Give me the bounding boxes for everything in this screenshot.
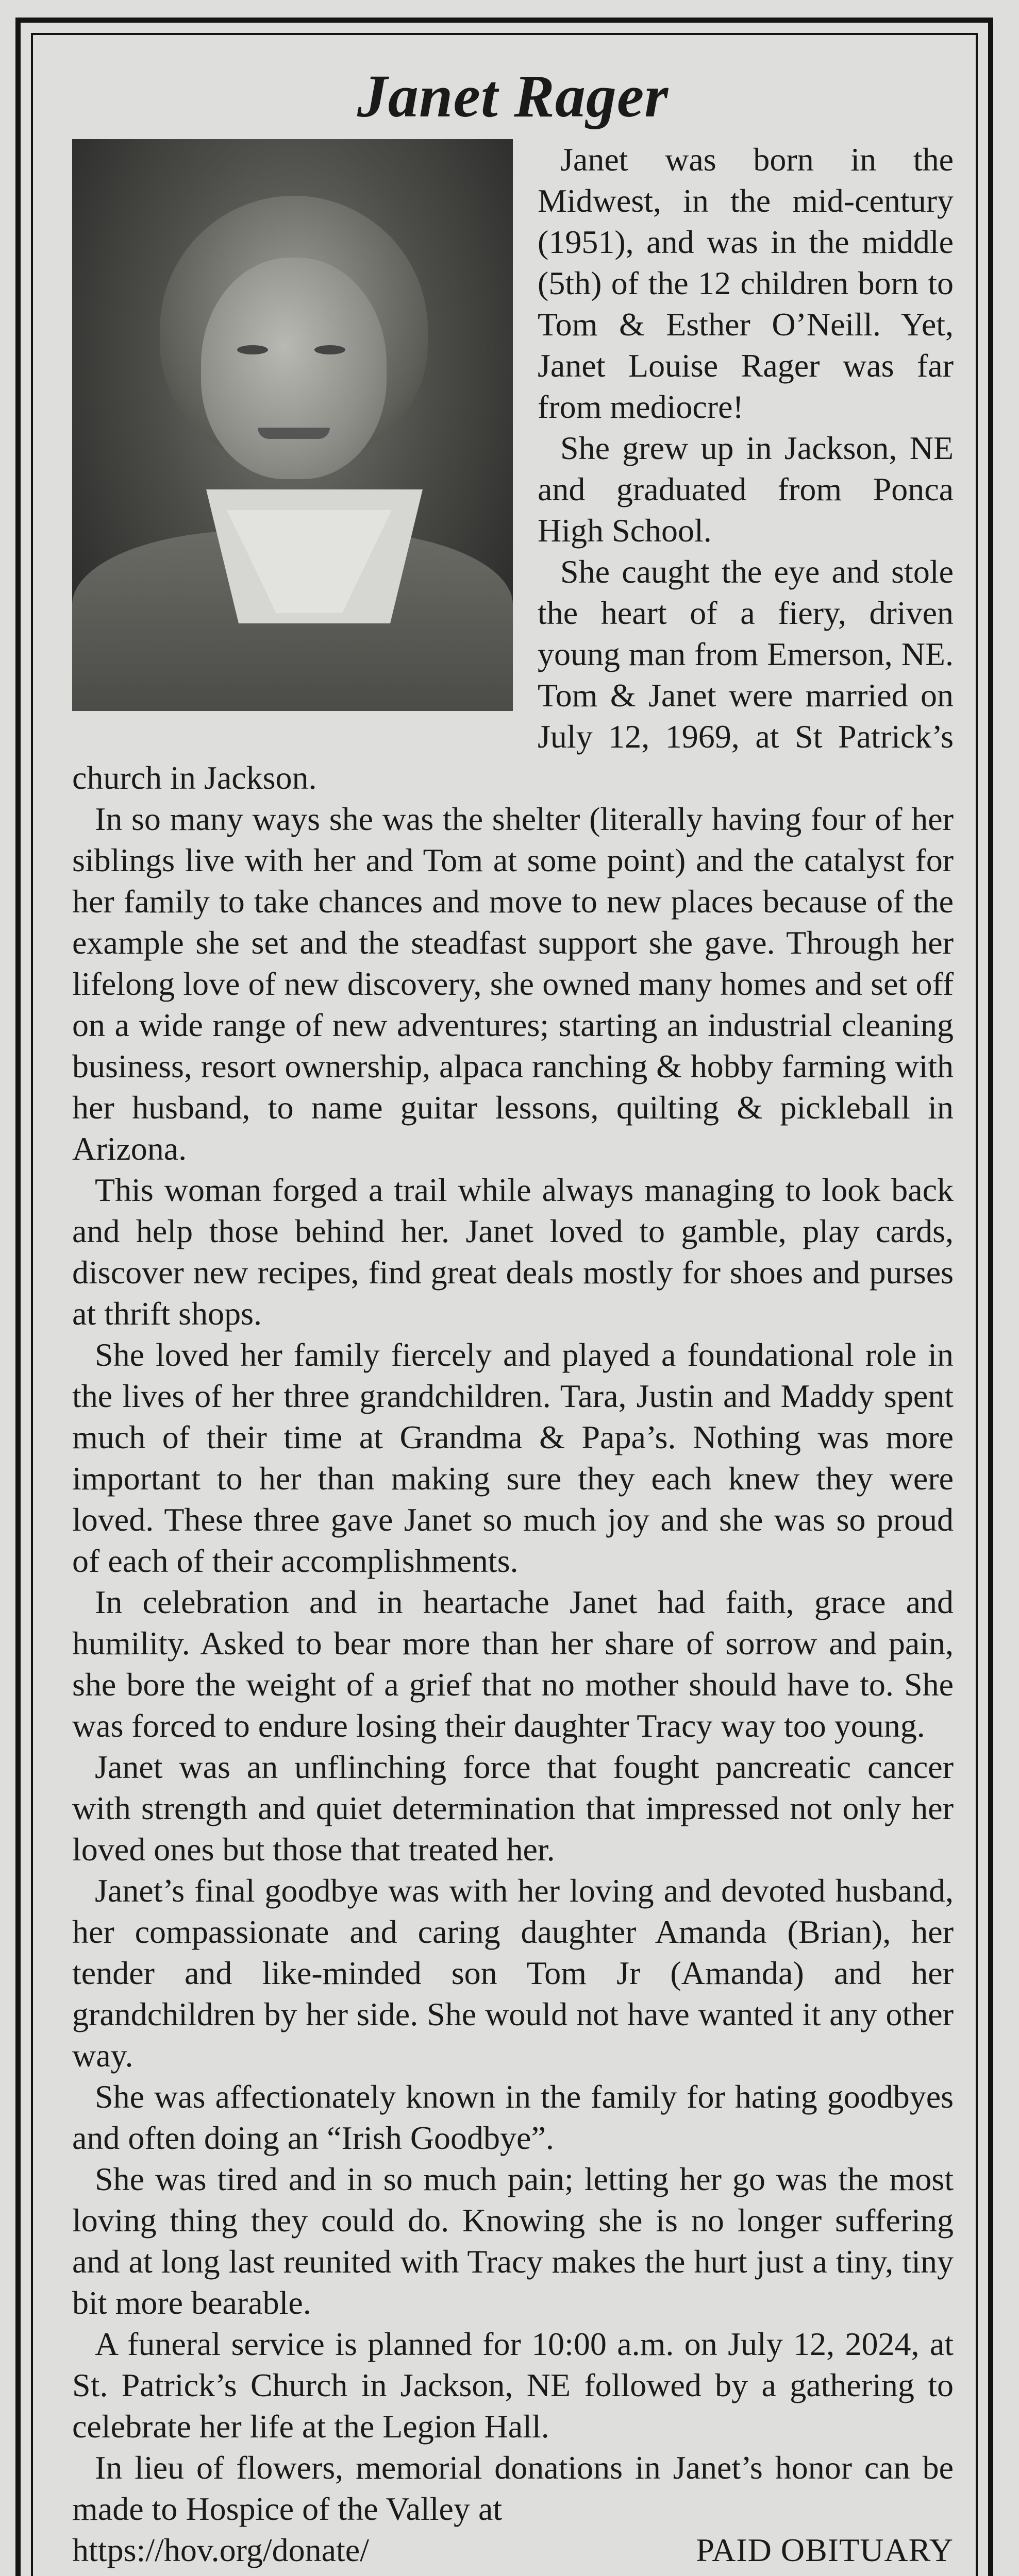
paragraph-goodbye: Janet’s final goodbye was with her loving and devoted husband, her compassionate and caring daughter Amanda (Brian), her tender and like-minded son Tom Jr (Amanda) and her grandchildren by her side. She would not have wanted it any other way. [72,1872,954,2074]
paragraph-shelter: In so many ways she was the shelter (literally having four of her siblings live with her and Tom at some point) and the catalyst for her family to take chances and move to new places because of the example she set and the steadfast support she gave. Through her lifelong love of new discovery, she owned many homes and set off on a wide range of new adventures; starting an industrial cleaning business, resort ownership, alpaca ranching & hobby farming with her husband, to name guitar lessons, quilting & pickleball in Arizona. [72,801,954,1167]
donation-url[interactable]: https://hov.org/donate/ [72,2532,369,2568]
paragraph-trail: This woman forged a trail while always managing to look back and help those behind her. Janet loved to gamble, play cards, discover new recipes, find great deals mostly for shoes and purses at thrift shops. [72,1172,954,1332]
paragraph-marriage: She caught the eye and stole the heart of a fiery, driven young man from Emerson, NE. Tom & Janet were married on July 12, 1969, at St Patrick’s church in Jackson. [72,553,954,796]
paragraph-illness: Janet was an unflinching force that fought pancreatic cancer with strength and quiet determination that impressed not only her loved ones but those that treated her. [72,1749,954,1868]
paragraph-memorial-donations: In lieu of flowers, memorial donations in Janet’s honor can be made to Hospice of the Valley at [72,2449,954,2527]
paragraph-funeral-service: A funeral service is planned for 10:00 a.m. on July 12, 2024, at St. Patrick’s Church in Jackson, NE followed by a gathering to celebrate her life at the Legion Hall. [72,2326,954,2445]
obituary-title: Janet Rager [357,62,669,130]
paragraph-birth: Janet was born in the Midwest, in the mid-century (1951), and was in the middle (5th) of the 12 children born to Tom & Esther O’Neill. Yet, Janet Louise Rager was far from mediocre! [538,141,954,425]
paragraph-letting-go: She was tired and in so much pain; letting her go was the most loving thing they could do. Knowing she is no longer suffering and at long last reunited with Tracy makes the hurt just a tiny, tiny bit more bearable. [72,2161,954,2321]
closing-line [72,2530,954,2571]
obituary-body [72,58,954,2571]
paragraph-childhood: She grew up in Jackson, NE and graduated from Ponca High School. [538,430,954,549]
paragraph-family: She loved her family fiercely and played a foundational role in the lives of her three grandchildren. Tara, Justin and Maddy spent much of their time at Grandma & Papa’s. Nothing was more important to her than making sure they each knew they were loved. These three gave Janet so much joy and she was so proud of each of their accomplishments. [72,1336,954,1579]
paragraph-irish-goodbye: She was affectionately known in the family for hating goodbyes and often doing an “Irish Goodbye”. [72,2078,954,2156]
portrait-photo [72,139,513,711]
paid-obituary-tag: PAID OBITUARY [696,2532,954,2568]
paragraph-faith: In celebration and in heartache Janet had faith, grace and humility. Asked to bear more than her share of sorrow and pain, she bore the weight of a grief that no mother should have to. She was forced to endure losing their daughter Tracy way too young. [72,1584,954,1744]
